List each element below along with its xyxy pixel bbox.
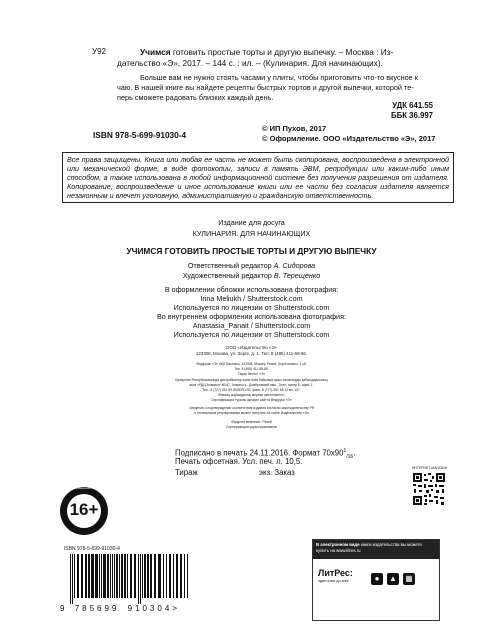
inner-photo-line: Во внутреннем оформлении использована фотография: <box>157 312 346 321</box>
kz-line-2: Тел. 8 (495) 411-68-86. <box>234 367 269 371</box>
qr-code-icon[interactable] <box>412 472 446 506</box>
litres-brand: ЛитРес: <box>318 568 353 578</box>
annotation-line-3: перь сможете радовать близких каждый день. <box>117 93 274 102</box>
series-name: КУЛИНАРИЯ. ДЛЯ НАЧИНАЮЩИХ <box>192 229 311 238</box>
kz-line-6: Тел.: 8 (727) 251-59-89/90/91/92, факс: 8 (727) 251 58 12 вн. 107. <box>202 388 301 392</box>
editor-label: Ответственный редактор <box>187 261 272 270</box>
kz-line-7: Өнімнің жарамдылық мерзімі шектелмеген. <box>218 393 285 397</box>
cover-photo-line: В оформлении обложки использована фотография: <box>164 285 339 294</box>
rights-notice-box: Все права защищены. Книга или любая ее часть не может быть скопирована, воспроизведена в электронной или механической форме, в виде фотокопии, записи в память ЭВМ, репродукции или каким-либо иным способом, а также использована в любой информационной системе без получения разрешения от издателя. Копирование, воспроизведение и иное использование книги или ее части без согласия издателя является незаконным и влечет уголовную, административную и гражданскую ответственность. <box>62 152 454 203</box>
edition-type: Издание для досуга <box>218 218 285 227</box>
editor-line <box>0 261 503 271</box>
bbk-code: ББК 36.997 <box>391 111 433 120</box>
barcode-icon <box>60 552 188 604</box>
signed-text: Подписано в печать 24.11.2016. Формат 70х90 <box>175 448 344 458</box>
barcode-digit-first: 9 <box>60 604 65 613</box>
barcode-block <box>60 546 188 613</box>
age-rating-badge <box>59 486 109 536</box>
kz-line-1: Өндіруші: «Э» АҚБ Баспасы, 123308, Мәскеу, Ресей, Зорге көшесі, 1 үй. <box>196 362 307 366</box>
publisher-address: 123308, Москва, ул. Зорге, д. 1. Тел. 8 (495) 411-68-86. <box>195 351 308 356</box>
record-line2: дательство «Э», 2017. – 144 с. : ил. – (Кулинария. Для начинающих). <box>117 58 383 68</box>
book-title: УЧИМСЯ ГОТОВИТЬ ПРОСТЫЕ ТОРТЫ И ДРУГУЮ ВЫПЕЧКУ <box>126 246 377 256</box>
cert-line-1: Сведения о подтверждении соответствия издания согласно законодательству РФ <box>188 406 315 410</box>
age-rating-label: 16+ <box>69 500 99 519</box>
tirazh-label: Тираж <box>175 468 198 477</box>
kz-line-5: өкілі «РДЦ-Алматы» ЖШС, Алматы қ., Домбровский көш., 3«а», литер Б, офис 1. <box>189 383 314 387</box>
record-title-bold: Учимся <box>140 47 171 57</box>
license-line-1: Используется по лицензии от Shutterstock.com <box>173 303 330 312</box>
barcode-isbn: ISBN 978-5-699-91030-4 <box>64 546 120 552</box>
barcode-digits <box>60 604 188 614</box>
copyright-design: © Оформление. ООО «Издательство «Э», 2017 <box>262 134 436 143</box>
annotation-line-1: Больше вам не нужно стоять часами у плиты, чтобы приготовить что-то вкусное к <box>140 73 418 82</box>
copyright-author: © ИП Пухов, 2017 <box>262 124 327 133</box>
format-sub: /16 <box>346 454 354 461</box>
record-line1: готовить простые торты и другую выпечку. – Москва : Из- <box>170 47 394 57</box>
litres-ad-header <box>313 540 439 559</box>
format-sup: 1 <box>343 448 347 454</box>
origin-line-2: Сертификация қарастырылмаған <box>225 425 278 429</box>
windows-icon[interactable]: ▦ <box>403 573 415 585</box>
ad-line2: купить на www.litres.ru <box>316 547 361 553</box>
litres-slogan: один клик до книг <box>318 579 349 583</box>
art-editor-label: Художественный редактор <box>182 271 272 280</box>
litres-brand-block <box>318 568 353 584</box>
isbn-line: ISBN 978-5-699-91030-4 <box>93 130 187 140</box>
android-icon[interactable]: ▲ <box>387 573 399 585</box>
age-badge-arc-text: Book-информационной продукции <box>63 487 105 490</box>
art-editor-line <box>0 271 503 281</box>
barcode-arrow: > <box>172 604 177 613</box>
qr-caption: ИНТЕРНЕТ-МАГАЗИН <box>412 466 448 470</box>
editor-name: А. Сидорова <box>273 261 316 270</box>
apple-icon[interactable]: ● <box>371 573 383 585</box>
ad-line1-rest: книги издательства вы можете <box>359 542 422 547</box>
store-icons <box>367 568 415 586</box>
kz-line-3: Тауар белгісі: «Э» <box>237 372 266 376</box>
publisher-name: ООО «Издательство «Э» <box>225 345 278 350</box>
litres-ad-box[interactable] <box>312 539 440 621</box>
barcode-digits-left: 785699 <box>74 604 120 613</box>
inner-photo-credit: Anastasia_Panait / Shutterstock.com <box>192 321 311 330</box>
barcode-digits-right: 910304 <box>127 604 173 613</box>
cert-line-2: о техническом регулировании можно получить на сайте Издательства «Э» <box>194 411 309 415</box>
license-line-2: Используется по лицензии от Shutterstock.com <box>173 330 330 339</box>
udk-code: УДК 641.55 <box>392 101 433 110</box>
bibliographic-record <box>140 47 440 57</box>
annotation-line-2: чаю. В нашей книге вы найдете рецепты быстрых тортов и другой выпечки, которой те- <box>117 83 414 92</box>
order-label: экз. Заказ <box>259 468 295 477</box>
art-editor-name: В. Терещенко <box>273 271 321 280</box>
kz-line-4: Қазақстан Республикасында дистрибьютор және өнім бойынша арыз-талаптарды қабылдаушының <box>175 378 328 382</box>
origin-line-1: Өндірген мемлекет: Ресей <box>231 420 272 424</box>
bibliographic-code: У92 <box>92 47 106 56</box>
kz-line-8: Сертификация туралы ақпарат сайтта Өндіруші «Э» <box>211 398 292 402</box>
offset-print: Печать офсетная. Усл. печ. л. 10,5. <box>175 457 303 466</box>
format-end: . <box>353 448 356 458</box>
ad-line1-bold: В электронном виде <box>316 542 360 547</box>
cover-photo-credit: Irina Meliukh / Shutterstock.com <box>200 294 303 303</box>
